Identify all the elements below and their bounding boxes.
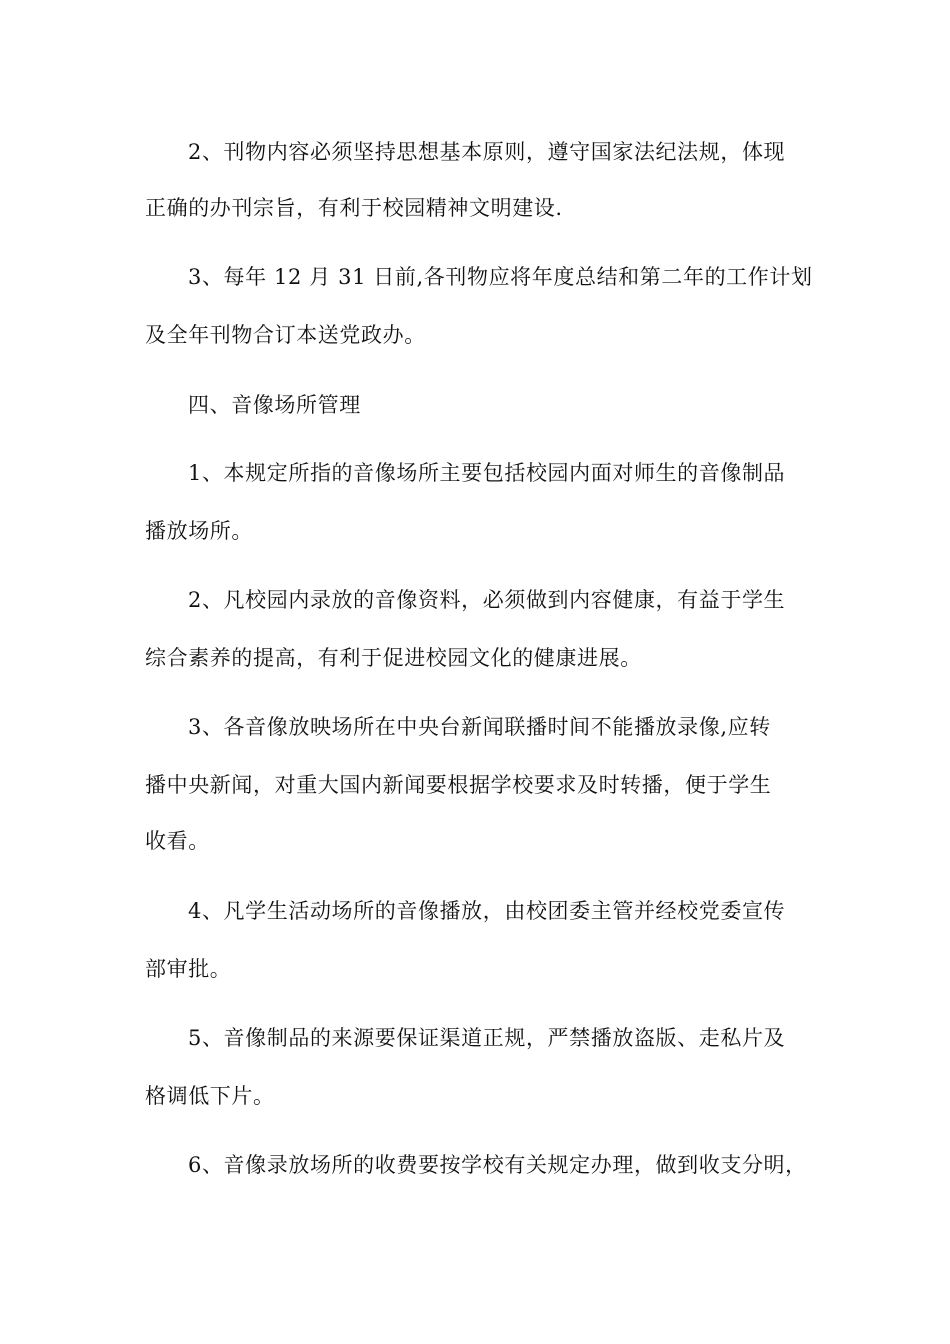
paragraph-line: 2、凡校园内录放的音像资料，必须做到内容健康，有益于学生 [188, 588, 786, 612]
paragraph-line: 1、本规定所指的音像场所主要包括校园内面对师生的音像制品 [188, 461, 786, 485]
paragraph-line: 3、每年 12 月 31 日前,各刊物应将年度总结和第二年的工作计划 [188, 265, 813, 289]
paragraph-line: 格调低下片。 [145, 1084, 275, 1108]
paragraph-line: 播放场所。 [145, 519, 253, 543]
paragraph-line: 5、音像制品的来源要保证渠道正规，严禁播放盗版、走私片及 [188, 1026, 786, 1050]
paragraph-line: 6、音像录放场所的收费要按学校有关规定办理，做到收支分明， [188, 1153, 807, 1177]
paragraph-line: 收看。 [145, 829, 210, 853]
paragraph-line: 4、凡学生活动场所的音像播放，由校团委主管并经校党委宣传 [188, 899, 786, 923]
section-heading: 四、音像场所管理 [188, 393, 361, 417]
paragraph-line: 2、刊物内容必须坚持思想基本原则，遵守国家法纪法规，体现 [188, 140, 786, 164]
paragraph-line: 综合素养的提高，有利于促进校园文化的健康进展。 [145, 646, 642, 670]
paragraph-line: 及全年刊物合订本送党政办。 [145, 323, 426, 347]
paragraph-line: 部审批。 [145, 957, 232, 981]
paragraph-line: 正确的办刊宗旨，有利于校园精神文明建设. [145, 196, 563, 220]
paragraph-line: 3、各音像放映场所在中央台新闻联播时间不能播放录像,应转 [188, 715, 771, 739]
paragraph-line: 播中央新闻，对重大国内新闻要根据学校要求及时转播，便于学生 [145, 773, 772, 797]
